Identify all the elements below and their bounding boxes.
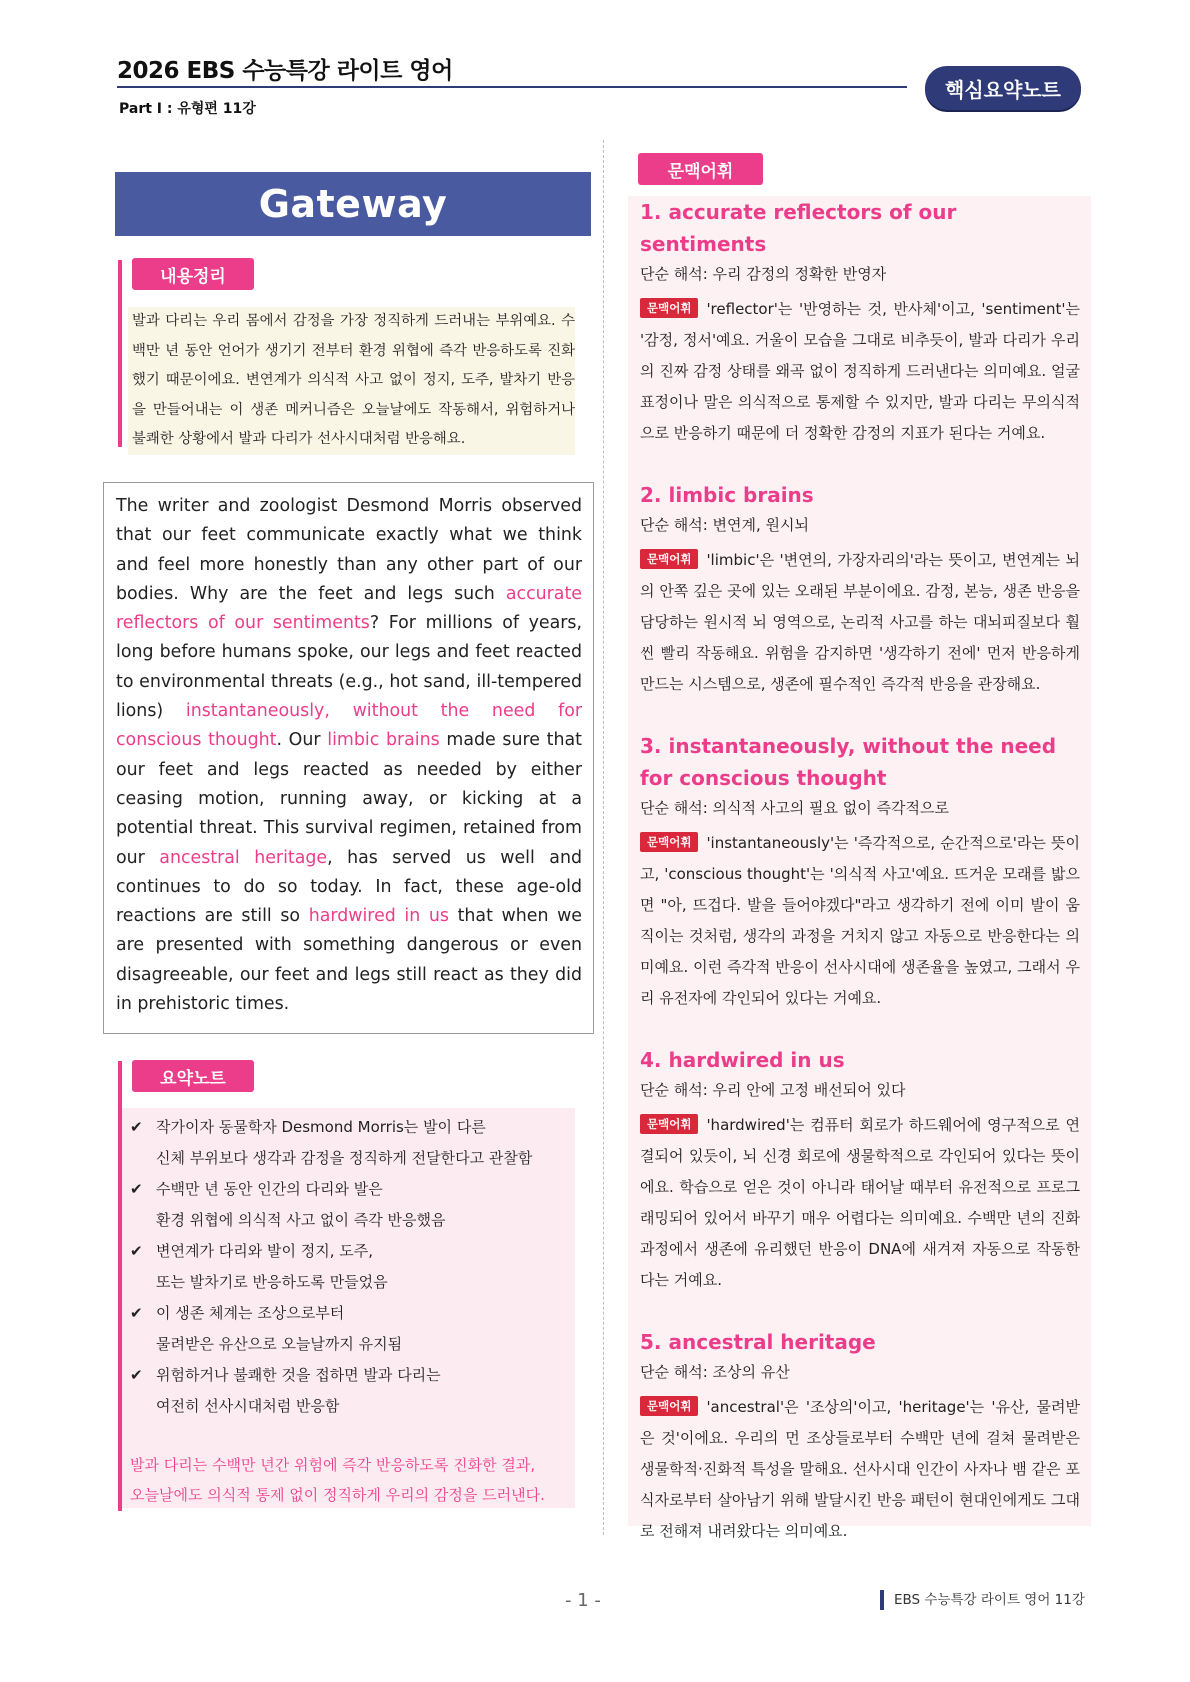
vocab-list [640,196,1080,1577]
summary-item-text: 환경 위협에 의식적 사고 없이 즉각 반응했음 [156,1211,446,1229]
content-summary-tag: 내용정리 [132,258,254,290]
part-label: Part Ⅰ : 유형편 11강 [119,101,256,117]
vocab-explanation [640,294,1080,449]
vocab-definition: 단순 해석: 의식적 사고의 필요 없이 즉각적으로 [640,799,949,817]
vocab-item [640,1326,1080,1547]
summary-item [130,1360,570,1391]
passage-highlight: ancestral heritage [159,847,328,868]
summary-item-text: 또는 발차기로 반응하도록 만들었음 [156,1273,388,1291]
check-icon: ✔ [130,1118,143,1136]
vocab-definition: 단순 해석: 조상의 유산 [640,1363,790,1381]
vocab-explanation-text: 'limbic'은 '변연의, 가장자리의'라는 뜻이고, 변연계는 뇌의 안쪽 깊은 곳에 있는 오래된 부분이에요. 감정, 본능, 생존 반응을 담당하는 원시적 뇌 영역으로, 논리적 사고를 하는 대뇌피질보다 훨씬 빨리 작동해요. 위험을 감지하면 '생각하기 전에' 먼저 반응하게 만드는 시스템으로, 생존에 필수적인 즉각적 반응을 관장해요. [640,551,1080,693]
vocab-mini-tag: 문맥어휘 [640,1114,698,1134]
vocab-item [640,479,1080,700]
passage-segment: ? For millions of years, long before humans spoke, our legs and feet reacted to environmental threats (e.g., hot sand, ill-tempered lions) [116,613,583,722]
summary-item-continuation [130,1329,570,1360]
footer-label: EBS 수능특강 라이트 영어 11강 [880,1590,1085,1610]
vocab-header-tag: 문맥어휘 [638,153,763,185]
indent-spacer [130,1391,156,1422]
indent-spacer [130,1143,156,1174]
vocab-mini-tag: 문맥어휘 [640,298,698,318]
check-icon: ✔ [130,1242,143,1260]
vocab-explanation-text: 'ancestral'은 '조상의'이고, 'heritage'는 '유산, 물려받은 것'이에요. 우리의 먼 조상들로부터 수백만 년에 걸쳐 물려받은 생물학적·진화적 특성을 말해요. 선사시대 인간이 사자나 뱀 같은 포식자로부터 살아남기 위해 발달시킨 반응 패턴이 현대인에게도 그대로 전해져 내려왔다는 의미예요. [640,1398,1080,1540]
check-icon: ✔ [130,1366,143,1384]
summary-item-text: 신체 부위보다 생각과 감정을 정직하게 전달한다고 관찰함 [156,1149,533,1167]
summary-conclusion-line: 발과 다리는 수백만 년간 위험에 즉각 반응하도록 진화한 결과, [130,1456,536,1474]
check-icon: ✔ [130,1180,143,1198]
summary-item-text: 여전히 선사시대처럼 반응함 [156,1397,340,1415]
passage-highlight: limbic brains [327,730,440,751]
summary-conclusion-line: 오늘날에도 의식적 통제 없이 정직하게 우리의 감정을 드러낸다. [130,1486,545,1504]
column-divider [603,140,604,1535]
vocab-title: 2. limbic brains [640,483,814,507]
vocab-mini-tag: 문맥어휘 [640,832,698,852]
vocab-definition: 단순 해석: 우리 감정의 정확한 반영자 [640,265,887,283]
gateway-banner: Gateway [115,172,591,236]
summary-tag: 요약노트 [132,1060,254,1092]
passage-segment: The writer and zoologist Desmond Morris observed that our feet communicate exactly what we think and feel more honestly than any other part of our bodies. Why are the feet and legs such [116,496,582,604]
passage-highlight: hardwired in us [308,906,449,927]
vocab-explanation-text: 'hardwired'는 컴퓨터 회로가 하드웨어에 영구적으로 연결되어 있듯이, 뇌 신경 회로에 생물학적으로 각인되어 있다는 뜻이에요. 학습으로 얻은 것이 아니라 태어날 때부터 유전적으로 프로그래밍되어 있어서 바꾸기 매우 어렵다는 의미예요. 수백만 년의 진화 과정에서 생존에 유리했던 반응이 DNA에 새겨져 자동으로 작동한다는 거예요. [640,1116,1080,1289]
passage-segment: . Our [276,730,328,751]
vocab-explanation [640,545,1080,700]
book-title: 2026 EBS 수능특강 라이트 영어 [117,58,453,84]
vocab-title: 4. hardwired in us [640,1048,845,1072]
content-summary-text: 발과 다리는 우리 몸에서 감정을 가장 정직하게 드러내는 부위예요. 수백만 년 동안 언어가 생기기 전부터 환경 위협에 즉각 반응하도록 진화했기 때문이에요. 변연계가 의식적 사고 없이 정지, 도주, 발차기 반응을 만들어내는 이 생존 메커니즘은 오늘날에도 작동해서, 위험하거나 불쾌한 상황에서 발과 다리가 선사시대처럼 반응해요. [128,307,575,455]
passage-segment: that when we are presented with something dangerous or even disagreeable, our feet and legs still react as they did in prehistoric times. [116,906,582,1015]
header-rule [117,86,907,88]
summary-item-continuation [130,1391,570,1422]
vocab-explanation-text: 'instantaneously'는 '즉각적으로, 순간적으로'라는 뜻이고, 'conscious thought'는 '의식적 사고'예요. 뜨거운 모래를 밟으면 "아, 뜨겁다. 발을 들어야겠다"라고 생각하기 전에 이미 발이 움직이는 것처럼, 생각의 과정을 거치지 않고 자동으로 반응한다는 의미예요. 이런 즉각적 반응이 선사시대에 생존율을 높였고, 그래서 우리 유전자에 각인되어 있다는 거예요. [640,834,1080,1007]
vocab-explanation [640,1110,1080,1296]
vocab-mini-tag: 문맥어휘 [640,549,698,569]
summary-item [130,1112,570,1143]
vocab-explanation [640,828,1080,1014]
vocab-title: 1. accurate reflectors of our sentiments [640,200,957,256]
passage-text [116,492,582,1019]
summary-item-text: 물려받은 유산으로 오늘날까지 유지됨 [156,1335,403,1353]
summary-item-text: 위험하거나 불쾌한 것을 접하면 발과 다리는 [156,1366,441,1384]
passage-segment: , has served us well and continues to do so today. In fact, these age-old reactions are still so [116,847,583,927]
vocab-title: 5. ancestral heritage [640,1330,876,1354]
summary-item [130,1174,570,1205]
indent-spacer [130,1205,156,1236]
indent-spacer [130,1329,156,1360]
vocab-explanation [640,1392,1080,1547]
summary-item-text: 변연계가 다리와 발이 정지, 도주, [156,1242,373,1260]
summary-item-continuation [130,1205,570,1236]
vocab-title: 3. instantaneously, without the need for conscious thought [640,734,1057,790]
vocab-item [640,1044,1080,1296]
summary-item [130,1298,570,1329]
vocab-item [640,730,1080,1014]
summary-item-text: 수백만 년 동안 인간의 다리와 발은 [156,1180,383,1198]
summary-conclusion [130,1450,570,1510]
summary-item-text: 작가이자 동물학자 Desmond Morris는 발이 다른 [156,1118,486,1136]
core-summary-badge: 핵심요약노트 [925,66,1081,110]
check-icon: ✔ [130,1304,143,1322]
summary-item-continuation [130,1143,570,1174]
summary-list [130,1112,570,1422]
summary-item-text: 이 생존 체계는 조상으로부터 [156,1304,345,1322]
vocab-definition: 단순 해석: 우리 안에 고정 배선되어 있다 [640,1081,906,1099]
vocab-mini-tag: 문맥어휘 [640,1396,698,1416]
vocab-item [640,196,1080,449]
passage-highlight: instantaneously, without the need for conscious thought [116,701,582,751]
passage-segment: made sure that our feet and legs reacted as needed by either ceasing motion, running away, or kicking at a potential threat. This survival regimen, retained from our [116,730,582,868]
vocab-explanation-text: 'reflector'는 '반영하는 것, 반사체'이고, 'sentiment'는 '감정, 정서'예요. 거울이 모습을 그대로 비추듯이, 발과 다리가 우리의 진짜 감정 상태를 왜곡 없이 정직하게 드러낸다는 의미예요. 얼굴 표정이나 말은 의식적으로 통제할 수 있지만, 발과 다리는 무의식적으로 반응하기 때문에 더 정확한 감정의 지표가 된다는 거예요. [640,300,1080,442]
indent-spacer [130,1267,156,1298]
page-number: - 1 - [565,1590,601,1611]
summary-item [130,1236,570,1267]
vocab-definition: 단순 해석: 변연계, 원시뇌 [640,516,810,534]
summary-item-continuation [130,1267,570,1298]
passage-highlight: accurate reflectors of our sentiments [116,583,582,634]
